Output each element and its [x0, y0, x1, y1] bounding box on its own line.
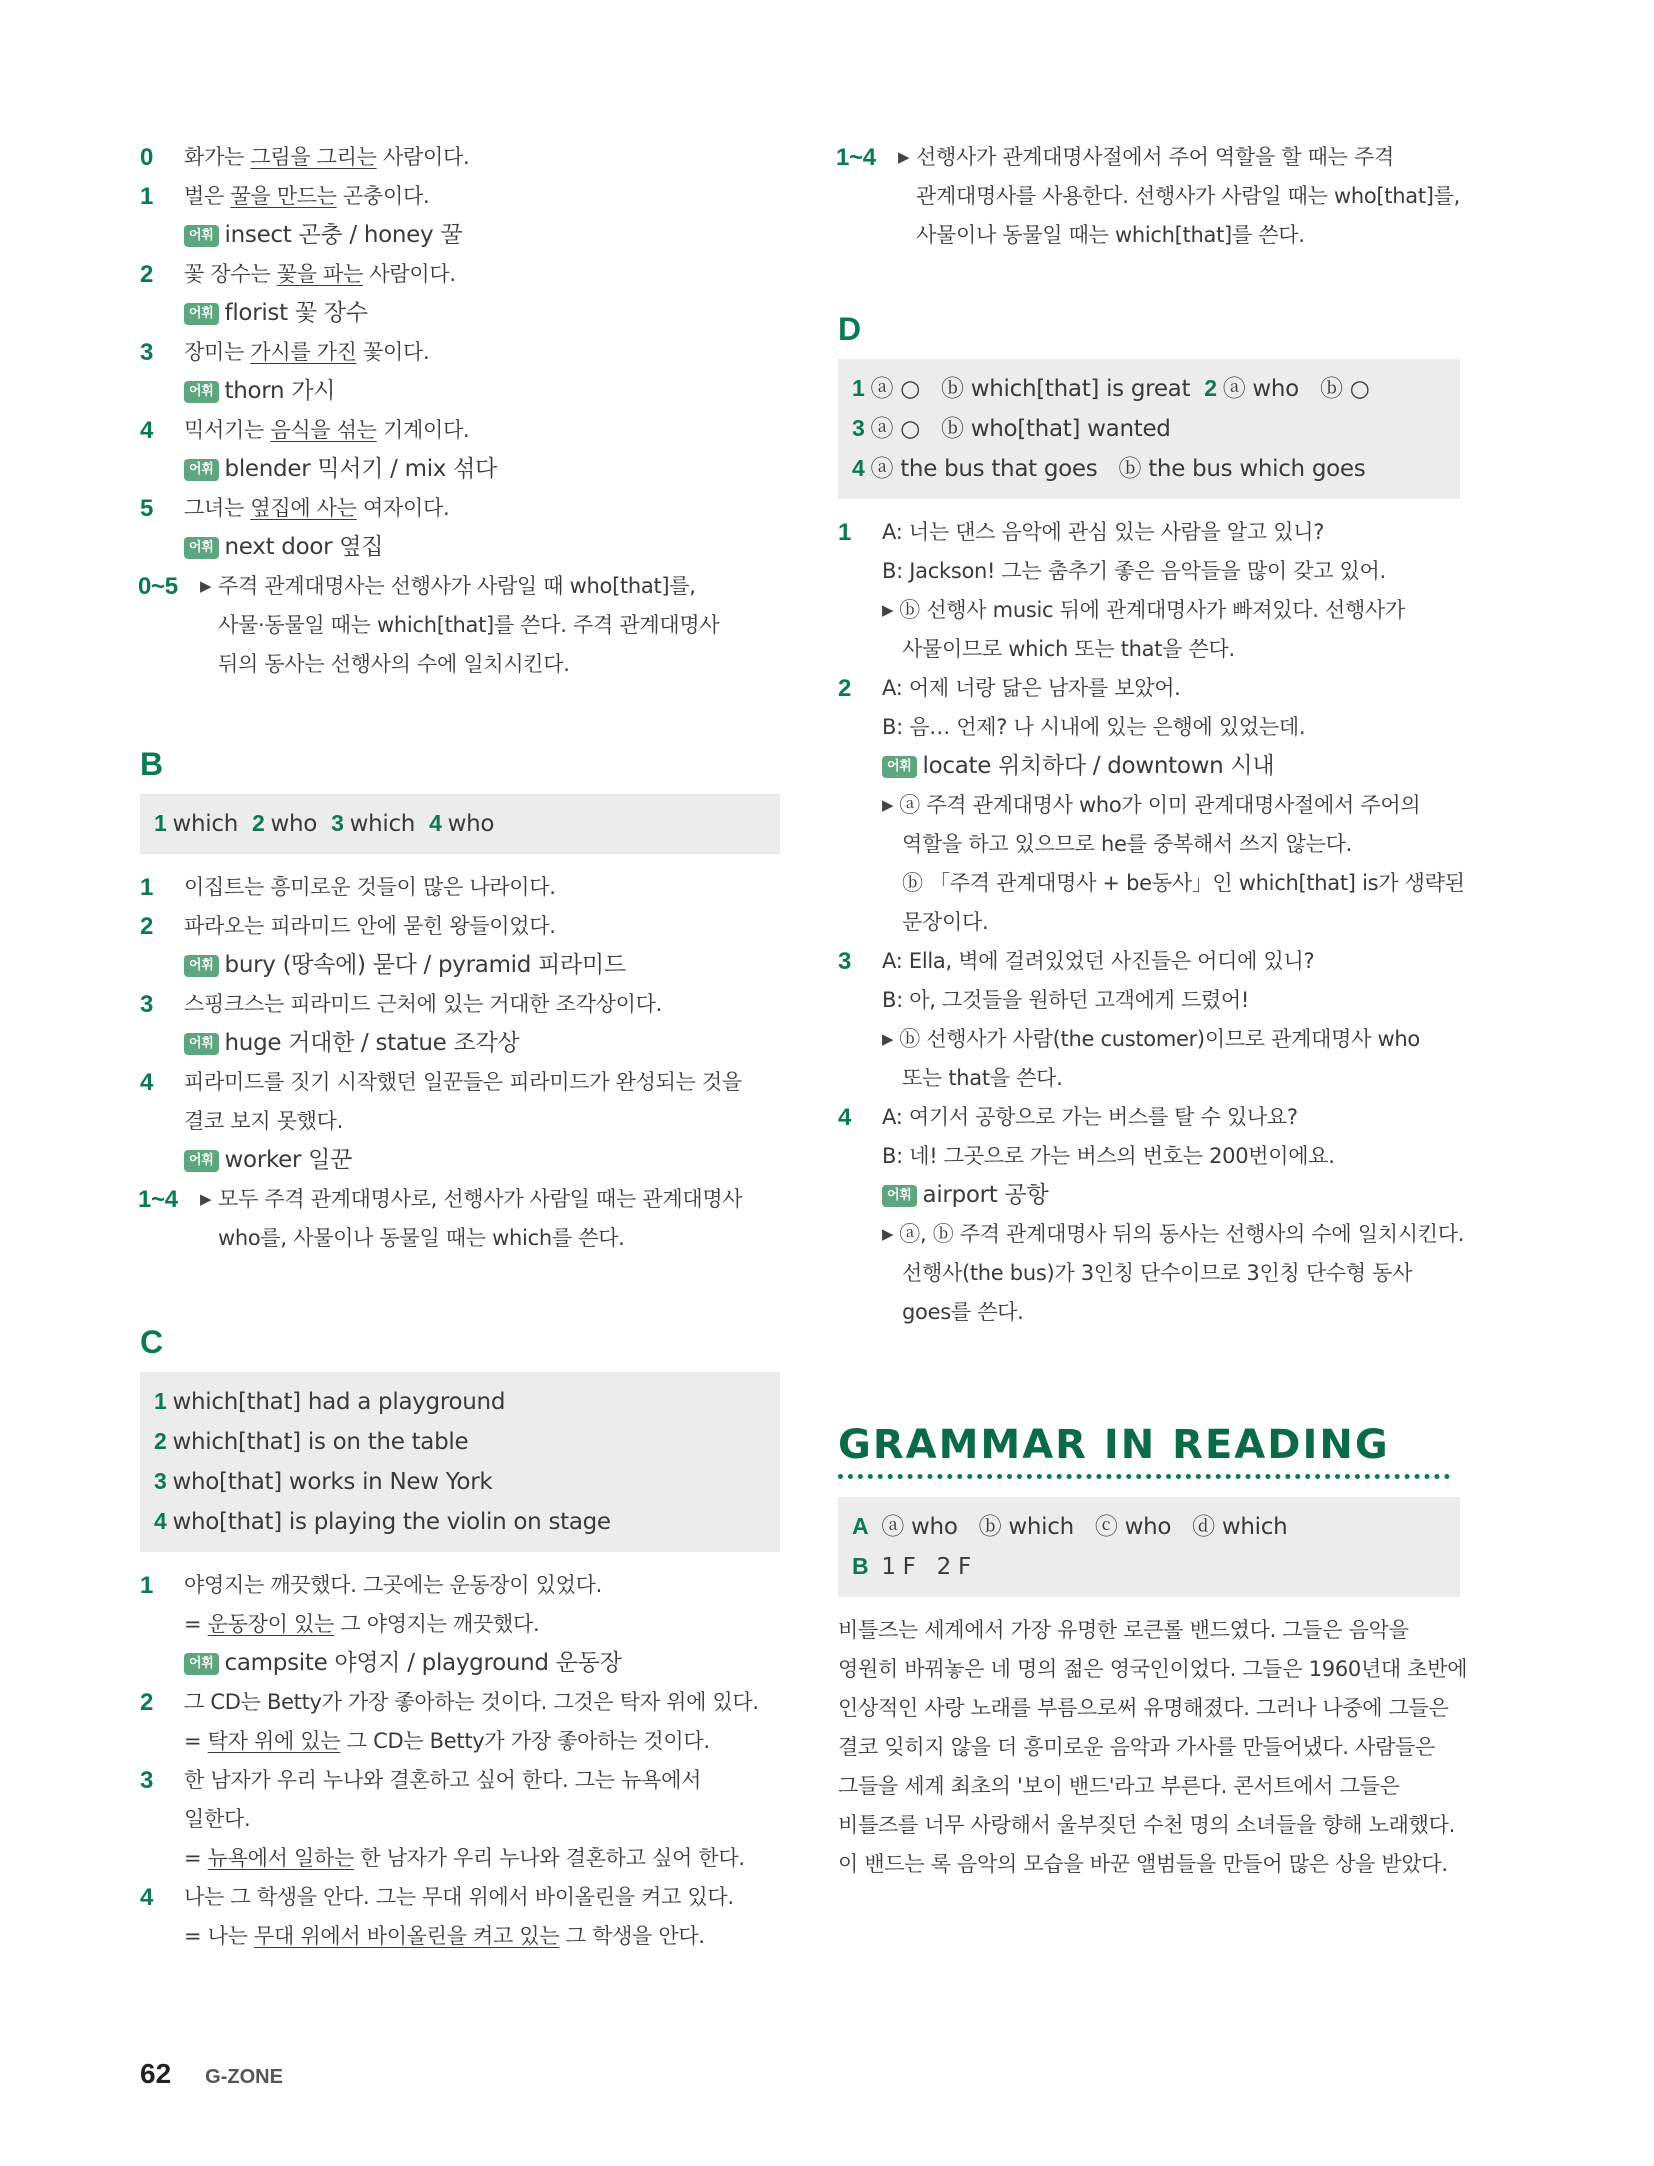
- note-range: 1~4: [138, 1186, 178, 1213]
- right-column: [836, 138, 1468, 1884]
- answer-text: ⓐ ○ ⓑ which[that] is great: [870, 376, 1191, 402]
- list-item: [140, 907, 780, 946]
- sentence-pre: 믹서기는: [184, 418, 271, 442]
- item-number: 1: [140, 1572, 154, 1599]
- list-item: [838, 591, 1460, 630]
- answer-number: 2: [1204, 375, 1217, 401]
- sentence-pre: 그녀는: [184, 496, 251, 520]
- vocab-text: locate 위치하다 / downtown 시내: [922, 753, 1275, 779]
- item-number: 3: [140, 991, 154, 1018]
- section-c: [140, 1566, 780, 1956]
- answer-number: 3: [154, 1468, 167, 1494]
- reading-b-label: B: [852, 1553, 869, 1579]
- explanation-text: ⓑ 「주격 관계대명사 + be동사」인 which[that] is가 생략된: [902, 871, 1465, 895]
- brand-name: G-ZONE: [205, 2066, 283, 2088]
- section-c-answer-box: [140, 1372, 780, 1552]
- arrow-icon: ▶: [200, 1190, 212, 1208]
- sentence-text: A: 너는 댄스 음악에 관심 있는 사람을 알고 있니?: [882, 520, 1325, 544]
- explanation-text: 문장이다.: [902, 910, 989, 934]
- answer-number: 2: [252, 810, 265, 836]
- sentence-post: 꽃이다.: [356, 340, 430, 364]
- arrow-icon: ▶: [882, 1030, 894, 1048]
- vocab-text: florist 꽃 장수: [224, 300, 368, 326]
- explanation-text: goes를 쓴다.: [902, 1300, 1024, 1324]
- sentence-post: 사람이다.: [363, 262, 456, 286]
- explanation-text: 사물이므로 which 또는 that을 쓴다.: [902, 637, 1235, 661]
- vocab-text: insect 곤충 / honey 꿀: [224, 222, 463, 248]
- underlined-clause: 음식을 섞는: [270, 418, 377, 442]
- list-item: [838, 786, 1460, 825]
- list-item: [140, 1761, 780, 1800]
- section-d-heading: D: [838, 311, 862, 347]
- list-item: [140, 946, 780, 985]
- paragraph-line: 이 밴드는 록 음악의 모습을 바꾼 앨범들을 만들어 많은 상을 받았다.: [838, 1852, 1448, 1876]
- explanation-text: ⓐ 주격 관계대명사 who가 이미 관계대명사절에서 주어의: [899, 793, 1421, 817]
- sentence-text: A: Ella, 벽에 걸려있었던 사진들은 어디에 있니?: [882, 949, 1315, 973]
- sentence-post: 그 CD는 Betty가 가장 좋아하는 것이다.: [340, 1729, 710, 1753]
- page-footer: [140, 2058, 283, 2090]
- list-item: [838, 1059, 1460, 1098]
- list-item: [838, 981, 1460, 1020]
- vocab-tag: 어휘: [184, 537, 219, 559]
- underlined-clause: 뉴욕에서 일하는: [207, 1846, 354, 1870]
- explanation-text: 선행사(the bus)가 3인칭 단수이므로 3인칭 단수형 동사: [902, 1261, 1413, 1285]
- list-item: [838, 669, 1460, 708]
- paragraph-line: 비틀즈를 너무 사랑해서 울부짖던 수천 명의 소녀들을 향해 노래했다.: [838, 1813, 1455, 1837]
- list-item: [838, 825, 1460, 864]
- sentence-text: A: 어제 너랑 닮은 남자를 보았어.: [882, 676, 1181, 700]
- vocab-tag: 어휘: [184, 1033, 219, 1055]
- list-item: [838, 1137, 1460, 1176]
- sentence-post: 한 남자가 우리 누나와 결혼하고 싶어 한다.: [353, 1846, 745, 1870]
- item-number: 4: [140, 1069, 154, 1096]
- list-item: [838, 864, 1465, 903]
- list-item: [140, 177, 780, 216]
- list-item: [140, 450, 780, 489]
- item-number: 1: [140, 874, 154, 901]
- sentence-pre: =: [184, 1612, 208, 1636]
- answer-text: ⓐ ○ ⓑ who[that] wanted: [870, 416, 1171, 442]
- answer-number: 3: [331, 810, 344, 836]
- list-item: [838, 1293, 1460, 1332]
- left-column: [140, 138, 780, 1956]
- sentence-text: 일한다.: [184, 1807, 251, 1831]
- list-item: [838, 1176, 1460, 1215]
- item-number: 2: [140, 261, 154, 288]
- answer-number: 1: [852, 375, 865, 401]
- list-item: [140, 372, 780, 411]
- sentence-post: 기계이다.: [376, 418, 470, 442]
- sentence-text: 스핑크스는 피라미드 근처에 있는 거대한 조각상이다.: [184, 992, 662, 1016]
- arrow-icon: ▶: [898, 148, 910, 166]
- note-line: [838, 138, 1460, 177]
- vocab-tag: 어휘: [184, 1150, 219, 1172]
- note-text: who를, 사물이나 동물일 때는 which를 쓴다.: [218, 1226, 625, 1250]
- vocab-text: worker 일꾼: [224, 1147, 353, 1173]
- vocab-text: airport 공항: [922, 1182, 1049, 1208]
- underlined-clause: 옆집에 사는: [250, 496, 357, 520]
- list-item: [140, 1644, 780, 1683]
- answer-number: 4: [154, 1508, 167, 1534]
- sentence-text: 그 CD는 Betty가 가장 좋아하는 것이다. 그것은 탁자 위에 있다.: [184, 1690, 759, 1714]
- note-text: 모두 주격 관계대명사로, 선행사가 사람일 때는 관계대명사: [218, 1187, 743, 1211]
- sentence-text: 결코 보지 못했다.: [184, 1109, 344, 1133]
- list-item: [140, 333, 780, 372]
- item-number: 2: [140, 1689, 154, 1716]
- note-text: 주격 관계대명사는 선행사가 사람일 때 who[that]를,: [218, 574, 696, 598]
- list-item: [140, 489, 780, 528]
- arrow-icon: ▶: [882, 601, 894, 619]
- right-top-note: [838, 138, 1460, 255]
- list-item: [838, 630, 1460, 669]
- explanation-text: ⓑ 선행사 music 뒤에 관계대명사가 빠져있다. 선행사가: [899, 598, 1405, 622]
- underlined-clause: 꿀을 만드는: [230, 184, 337, 208]
- sentence-post: 곤충이다.: [336, 184, 430, 208]
- paragraph-line: 인상적인 사랑 노래를 부름으로써 유명해졌다. 그러나 나중에 그들은: [838, 1696, 1449, 1720]
- answer-text: which: [349, 811, 416, 837]
- vocab-text: blender 믹서기 / mix 섞다: [224, 456, 497, 482]
- item-number: 3: [838, 948, 852, 975]
- list-item: [140, 1102, 780, 1141]
- list-item: [140, 138, 780, 177]
- vocab-tag: 어휘: [184, 1653, 219, 1675]
- answer-text: which: [172, 811, 239, 837]
- answer-line: [154, 1422, 766, 1462]
- answer-line: [154, 1462, 766, 1502]
- answer-number: 1: [154, 810, 167, 836]
- underlined-clause: 운동장이 있는: [207, 1612, 334, 1636]
- answer-text: which[that] is on the table: [172, 1429, 469, 1455]
- list-item: [140, 1605, 780, 1644]
- answer-text: who: [447, 811, 495, 837]
- sentence-post: 그 야영지는 깨끗했다.: [333, 1612, 540, 1636]
- list-item: [838, 903, 1460, 942]
- list-item: [140, 411, 780, 450]
- sentence-text: B: 네! 그곳으로 가는 버스의 번호는 200번이에요.: [882, 1144, 1335, 1168]
- note-text: 관계대명사를 사용한다. 선행사가 사람일 때는 who[that]를,: [916, 184, 1461, 208]
- reading-b-answers: 1 F 2 F: [881, 1554, 971, 1580]
- page-number: 62: [140, 2058, 172, 2089]
- note-line: [140, 606, 780, 645]
- list-item: [838, 747, 1460, 786]
- section-b: [140, 868, 780, 1258]
- underlined-clause: 가시를 가진: [250, 340, 357, 364]
- item-number: 5: [140, 495, 154, 522]
- item-number: 2: [838, 675, 852, 702]
- vocab-tag: 어휘: [882, 756, 917, 778]
- reading-translation: [838, 1611, 1468, 1884]
- explanation-text: 역할을 하고 있으므로 he를 중복해서 쓰지 않는다.: [902, 832, 1352, 856]
- vocab-text: huge 거대한 / statue 조각상: [224, 1030, 520, 1056]
- list-item: [140, 1917, 780, 1956]
- dotted-divider: [838, 1474, 1450, 1479]
- list-item: [140, 1800, 780, 1839]
- vocab-tag: 어휘: [184, 459, 219, 481]
- sentence-pre: = 나는: [184, 1924, 255, 1948]
- item-number: 4: [140, 1884, 154, 1911]
- underlined-clause: 그림을 그리는: [250, 145, 377, 169]
- answer-text: who[that] is playing the violin on stage: [172, 1509, 611, 1535]
- reading-a-label: A: [852, 1513, 869, 1539]
- sentence-text: 야영지는 깨끗했다. 그곳에는 운동장이 있었다.: [184, 1573, 602, 1597]
- arrow-icon: ▶: [200, 577, 212, 595]
- list-item: [838, 1020, 1460, 1059]
- section-c-heading: C: [140, 1324, 164, 1360]
- list-item: [140, 985, 780, 1024]
- note-line: [838, 216, 1460, 255]
- sentence-text: 파라오는 피라미드 안에 묻힌 왕들이었다.: [184, 914, 556, 938]
- underlined-clause: 탁자 위에 있는: [207, 1729, 341, 1753]
- note-line: [140, 645, 780, 684]
- section-b-answer-box: [140, 794, 780, 854]
- underlined-clause: 꽃을 파는: [276, 262, 364, 286]
- underlined-clause: 무대 위에서 바이올린을 켜고 있는: [254, 1924, 560, 1948]
- sentence-text: B: 아, 그것들을 원하던 고객에게 드렸어!: [882, 988, 1250, 1012]
- arrow-icon: ▶: [882, 796, 894, 814]
- sentence-pre: 장미는: [184, 340, 251, 364]
- answer-number: 2: [154, 1428, 167, 1454]
- list-item: [838, 552, 1460, 591]
- paragraph-line: 영원히 바꿔놓은 네 명의 젊은 영국인이었다. 그들은 1960년대 초반에: [838, 1657, 1468, 1681]
- arrow-icon: ▶: [882, 1225, 894, 1243]
- answer-line: [154, 1502, 766, 1542]
- list-item: [140, 1141, 780, 1180]
- list-item: [140, 1722, 780, 1761]
- sentence-pre: 화가는: [184, 145, 251, 169]
- grammar-in-reading-title: GRAMMAR IN READING: [838, 1422, 1390, 1468]
- sentence-pre: 꽃 장수는: [184, 262, 277, 286]
- answer-text: who[that] works in New York: [172, 1469, 493, 1495]
- sentence-text: 나는 그 학생을 안다. 그는 무대 위에서 바이올린을 켜고 있다.: [184, 1885, 734, 1909]
- explanation-text: 또는 that을 쓴다.: [902, 1066, 1063, 1090]
- sentence-text: B: 음… 언제? 나 시내에 있는 은행에 있었는데.: [882, 715, 1306, 739]
- note-text: 선행사가 관계대명사절에서 주어 역할을 할 때는 주격: [916, 145, 1394, 169]
- item-number: 3: [140, 339, 154, 366]
- answer-number: 3: [852, 415, 865, 441]
- list-item: [140, 868, 780, 907]
- answer-text: who: [270, 811, 318, 837]
- note-line: [140, 567, 780, 606]
- list-item: [140, 255, 780, 294]
- note-text: 뒤의 동사는 선행사의 수에 일치시킨다.: [218, 652, 570, 676]
- sentence-post: 여자이다.: [356, 496, 450, 520]
- answer-text: which[that] had a playground: [172, 1389, 506, 1415]
- sentence-post: 사람이다.: [376, 145, 470, 169]
- note-text: 사물·동물일 때는 which[that]를 쓴다. 주격 관계대명사: [218, 613, 720, 637]
- vocab-tag: 어휘: [184, 303, 219, 325]
- section-a: [140, 138, 780, 684]
- item-number: 3: [140, 1767, 154, 1794]
- list-item: [838, 942, 1460, 981]
- answer-text: ⓐ who ⓑ ○: [1222, 376, 1370, 402]
- reading-a-answers: ⓐ who ⓑ which ⓒ who ⓓ which: [881, 1514, 1288, 1540]
- sentence-pre: =: [184, 1846, 208, 1870]
- sentence-text: 한 남자가 우리 누나와 결혼하고 싶어 한다. 그는 뉴욕에서: [184, 1768, 702, 1792]
- list-item: [140, 1566, 780, 1605]
- list-item: [140, 1063, 780, 1102]
- item-number: 4: [838, 1104, 852, 1131]
- list-item: [140, 294, 780, 333]
- list-item: [140, 216, 780, 255]
- vocab-tag: 어휘: [184, 381, 219, 403]
- section-d: [838, 513, 1465, 1332]
- note-range: 1~4: [836, 144, 876, 171]
- item-number: 0: [140, 144, 154, 171]
- list-item: [838, 1254, 1460, 1293]
- section-d-answer-box: [838, 359, 1460, 499]
- sentence-post: 그 학생을 안다.: [559, 1924, 705, 1948]
- note-line: [140, 1219, 780, 1258]
- reading-answer-box: [838, 1497, 1460, 1597]
- sentence-pre: =: [184, 1729, 208, 1753]
- list-item: [838, 708, 1460, 747]
- paragraph-line: 비틀즈는 세계에서 가장 유명한 로큰롤 밴드였다. 그들은 음악을: [838, 1618, 1409, 1642]
- answer-line: [852, 409, 1446, 449]
- vocab-tag: 어휘: [184, 955, 219, 977]
- list-item: [838, 513, 1460, 552]
- vocab-text: campsite 야영지 / playground 운동장: [224, 1650, 622, 1676]
- note-range: 0~5: [138, 573, 178, 600]
- sentence-text: 이집트는 흥미로운 것들이 많은 나라이다.: [184, 875, 556, 899]
- list-item: [140, 1878, 780, 1917]
- list-item: [838, 1215, 1465, 1254]
- sentence-pre: 벌은: [184, 184, 231, 208]
- answer-line: [852, 369, 1446, 409]
- answer-number: 4: [852, 455, 865, 481]
- item-number: 2: [140, 913, 154, 940]
- note-text: 사물이나 동물일 때는 which[that]를 쓴다.: [916, 223, 1305, 247]
- vocab-text: next door 옆집: [224, 534, 384, 560]
- note-line: [140, 1180, 780, 1219]
- list-item: [140, 528, 780, 567]
- note-line: [838, 177, 1460, 216]
- answer-number: 4: [429, 810, 442, 836]
- list-item: [838, 1098, 1460, 1137]
- section-b-heading: B: [140, 746, 164, 782]
- sentence-text: 피라미드를 짓기 시작했던 일꾼들은 피라미드가 완성되는 것을: [184, 1070, 742, 1094]
- list-item: [140, 1024, 780, 1063]
- list-item: [140, 1839, 780, 1878]
- explanation-text: ⓑ 선행사가 사람(the customer)이므로 관계대명사 who: [899, 1027, 1420, 1051]
- item-number: 4: [140, 417, 154, 444]
- vocab-tag: 어휘: [184, 225, 219, 247]
- item-number: 1: [838, 519, 852, 546]
- answer-text: ⓐ the bus that goes ⓑ the bus which goes: [870, 456, 1366, 482]
- explanation-text: ⓐ, ⓑ 주격 관계대명사 뒤의 동사는 선행사의 수에 일치시킨다.: [899, 1222, 1465, 1246]
- paragraph-line: 그들을 세계 최초의 '보이 밴드'라고 부른다. 콘서트에서 그들은: [838, 1774, 1400, 1798]
- vocab-text: thorn 가시: [224, 378, 336, 404]
- sentence-text: B: Jackson! 그는 춤추기 좋은 음악들을 많이 갖고 있어.: [882, 559, 1386, 583]
- answer-line: [154, 1382, 766, 1422]
- answer-number: 1: [154, 1388, 167, 1414]
- list-item: [140, 1683, 780, 1722]
- answer-line: [852, 449, 1446, 489]
- vocab-text: bury (땅속에) 묻다 / pyramid 피라미드: [224, 952, 626, 978]
- paragraph-line: 결코 잊히지 않을 더 흥미로운 음악과 가사를 만들어냈다. 사람들은: [838, 1735, 1435, 1759]
- item-number: 1: [140, 183, 154, 210]
- vocab-tag: 어휘: [882, 1185, 917, 1207]
- sentence-text: A: 여기서 공항으로 가는 버스를 탈 수 있나요?: [882, 1105, 1298, 1129]
